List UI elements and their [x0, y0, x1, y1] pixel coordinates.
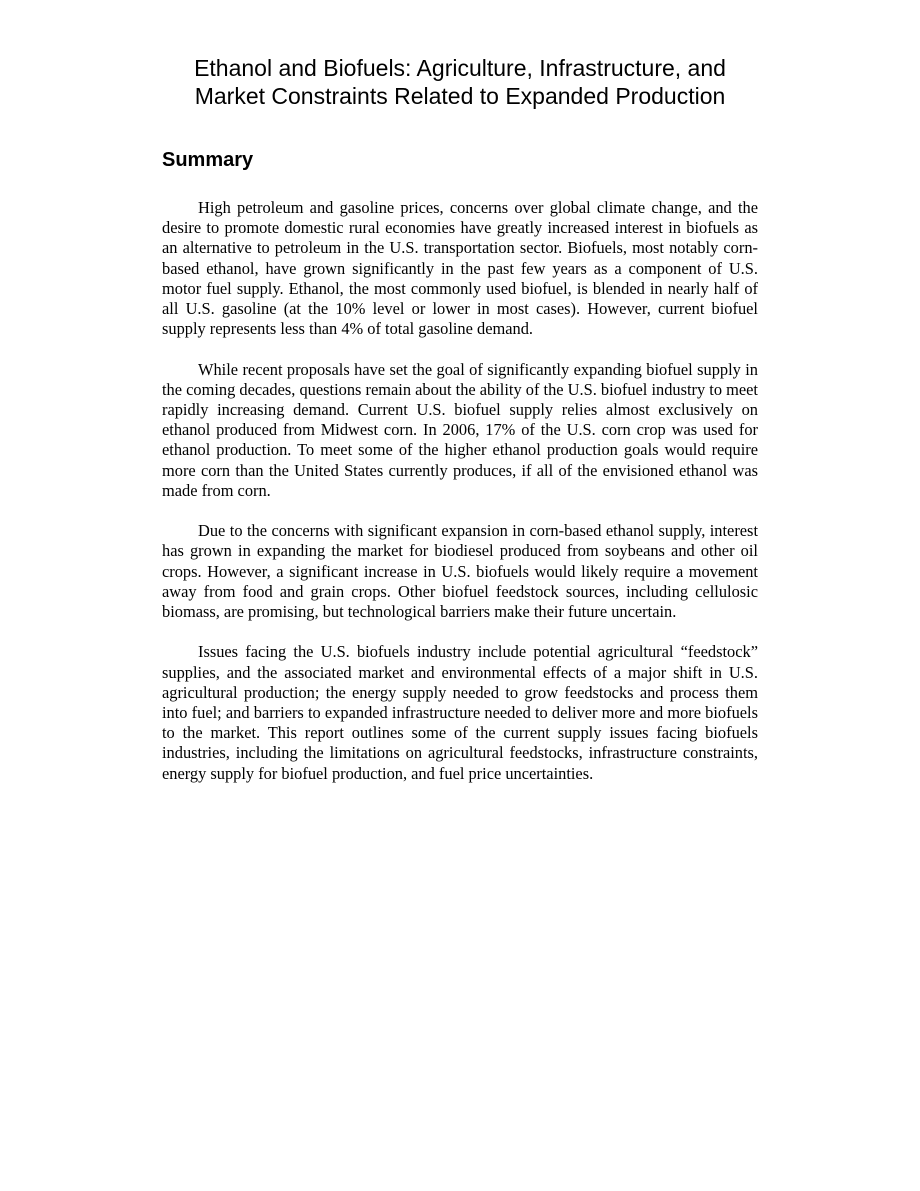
summary-paragraph-3: Due to the concerns with significant expansion in corn-based ethanol supply, interest has grown in expanding the market for biodiesel produced from soybeans and other oil crops. However, a significant increase in U.S. biofuels would likely require a movement away from food and grain crops. Other biofuel feedstock sources, including cellulosic biomass, are promising, but technological barriers make their future uncertain. [162, 521, 758, 622]
section-heading-summary: Summary [162, 149, 254, 171]
document-page [162, 54, 758, 804]
document-title-line-1: Ethanol and Biofuels: Agriculture, Infrastructure, and [194, 55, 726, 81]
summary-paragraph-2: While recent proposals have set the goal of significantly expanding biofuel supply in the coming decades, questions remain about the ability of the U.S. biofuel industry to meet rapidly increasing demand. Current U.S. biofuel supply relies almost exclusively on ethanol produced from Midwest corn. In 2006, 17% of the U.S. corn crop was used for ethanol production. To meet some of the higher ethanol production goals would require more corn than the United States currently produces, if all of the envisioned ethanol was made from corn. [162, 359, 758, 500]
summary-paragraph-4: Issues facing the U.S. biofuels industry include potential agricultural “feedstock” supplies, and the associated market and environmental effects of a major shift in U.S. agricultural production; the energy supply needed to grow feedstocks and process them into fuel; and barriers to expanded infrastructure needed to deliver more and more biofuels to the market. This report outlines some of the current supply issues facing biofuels industries, including the limitations on agricultural feedstocks, infrastructure constraints, energy supply for biofuel production, and fuel price uncertainties. [162, 642, 758, 783]
document-title-line-2: Market Constraints Related to Expanded Production [194, 83, 726, 109]
summary-paragraph-1: High petroleum and gasoline prices, concerns over global climate change, and the desire to promote domestic rural economies have greatly increased interest in biofuels as an alternative to petroleum in the U.S. transportation sector. Biofuels, most notably corn-based ethanol, have grown significantly in the past few years as a component of U.S. motor fuel supply. Ethanol, the most commonly used biofuel, is blended in nearly half of all U.S. gasoline (at the 10% level or lower in most cases). However, current biofuel supply represents less than 4% of total gasoline demand. [162, 198, 758, 339]
document-title [162, 54, 758, 110]
